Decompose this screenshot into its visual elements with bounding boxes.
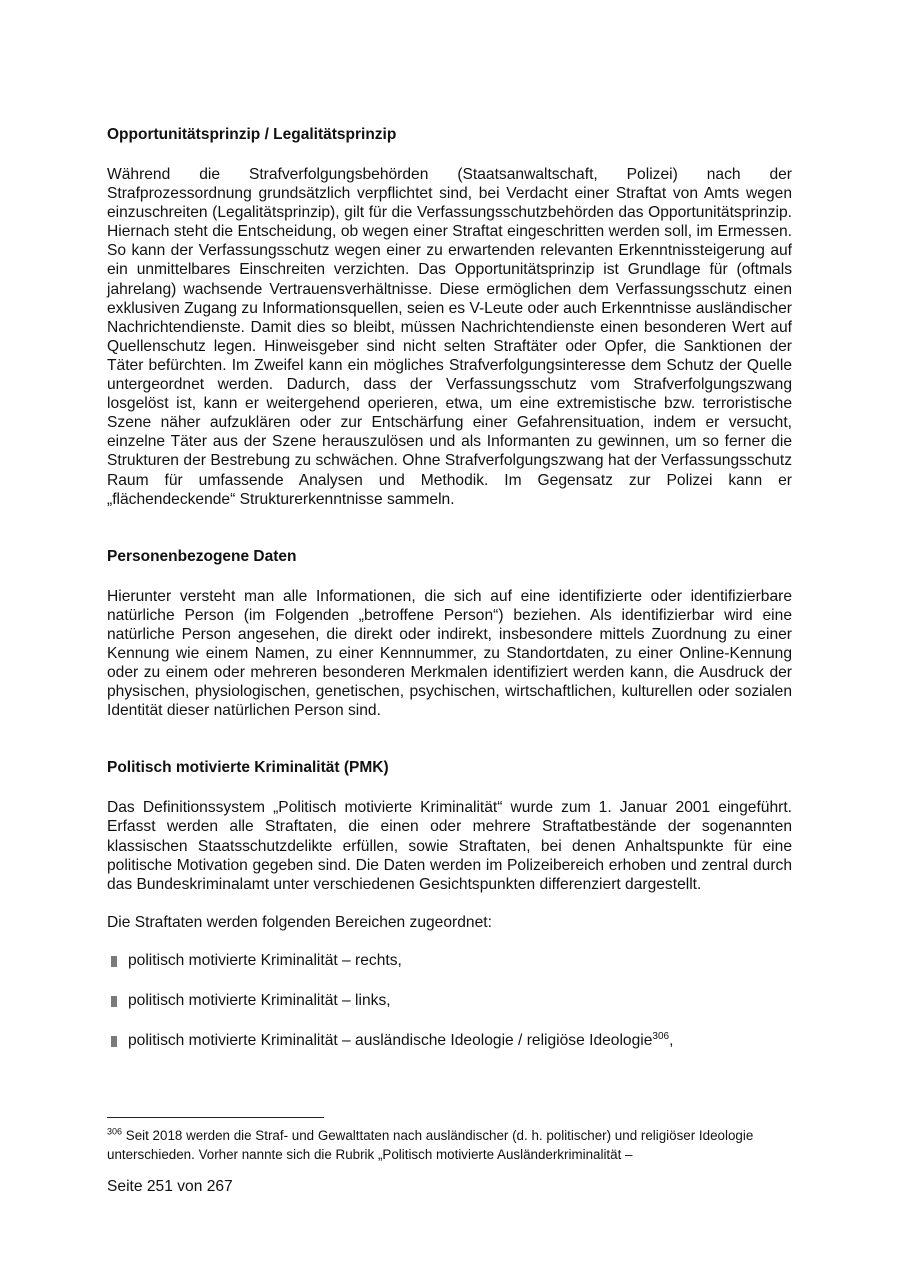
section-heading-personenbezogene-daten: Personenbezogene Daten	[107, 547, 297, 565]
footnote	[107, 1126, 797, 1164]
pmk-category-list	[107, 951, 792, 1050]
list-item-text: politisch motivierte Kriminalität – links,	[128, 991, 391, 1009]
list-item	[107, 1031, 792, 1050]
page-number: Seite 251 von 267	[107, 1178, 233, 1195]
paragraph-pmk: Das Definitionssystem „Politisch motivierte Kriminalität“ wurde zum 1. Januar 2001 eingeführt. Erfasst werden alle Straftaten, die einen oder mehrere Straftatbestände der sogenannten klassischen Staatsschutzdelikte erfüllen, sowie Straftaten, bei denen Anhaltspunkte für eine politische Motivation gegeben sind. Die Daten werden im Polizeibereich erhoben und zentral durch das Bundeskriminalamt unter verschiedenen Gesichtspunkten differenziert dargestellt.	[107, 799, 792, 893]
footnote-separator	[107, 1117, 324, 1118]
square-bullet-icon	[111, 956, 117, 967]
paragraph-personenbezogene-daten: Hierunter versteht man alle Informationen, die sich auf eine identifizierte oder identifizierbare natürliche Person (im Folgenden „betroffene Person“) beziehen. Als identifizierbar wird eine natürliche Person angesehen, die direkt oder indirekt, insbesondere mittels Zuordnung zu einer Kennung wie einem Namen, zu einer Kennnummer, zu Standortdaten, zu einer Online-Kennung oder zu einem oder mehreren besonderen Merkmalen identifiziert werden kann, die Ausdruck der physischen, physiologischen, genetischen, psychischen, wirtschaftlichen, kulturellen oder sozialen Identität dieser natürlichen Person sind.	[107, 587, 792, 720]
section-heading-opportunitaetsprinzip: Opportunitätsprinzip / Legalitätsprinzip	[107, 126, 397, 143]
square-bullet-icon	[111, 1036, 117, 1047]
square-bullet-icon	[111, 996, 117, 1007]
footnote-text: Seit 2018 werden die Straf- und Gewalttaten nach ausländischer (d. h. politischer) und religiöser Ideologie unterschieden. Vorher nannte sich die Rubrik „Politisch motivierte Ausländerkriminalität –	[107, 1128, 754, 1162]
footnote-number: 306	[107, 1126, 123, 1137]
list-item-text: politisch motivierte Kriminalität – ausländische Ideologie / religiöse Ideologie	[128, 1031, 653, 1049]
document-body	[107, 125, 792, 1071]
footnote-reference[interactable]: 306	[652, 1030, 670, 1042]
paragraph-opportunitaetsprinzip: Während die Strafverfolgungsbehörden (Staatsanwaltschaft, Polizei) nach der Strafprozessordnung grundsätzlich verpflichtet sind, bei Verdacht einer Straftat von Amts wegen einzuschreiten (Legalitätsprinzip), gilt für die Verfassungsschutzbehörden das Opportunitätsprinzip. Hiernach steht die Entscheidung, ob wegen einer Straftat eingeschritten werden soll, im Ermessen. So kann der Verfassungsschutz wegen einer zu erwartenden relevanten Erkenntnissteigerung auf ein unmittelbares Einschreiten verzichten. Das Opportunitätsprinzip ist Grundlage für (oftmals jahrelang) wachsende Vertrauensverhältnisse. Diese ermöglichen dem Verfassungsschutz einen exklusiven Zugang zu Informationsquellen, seien es V-Leute oder auch Erkenntnisse ausländischer Nachrichtendienste. Damit dies so bleibt, müssen Nachrichtendienste einen besonderen Wert auf Quellenschutz legen. Hinweisgeber sind nicht selten Straftäter oder Opfer, die Sanktionen der Täter befürchten. Im Zweifel kann ein mögliches Strafverfolgungsinteresse dem Schutz der Quelle untergeordnet werden. Dadurch, dass der Verfassungsschutz vom Strafverfolgungszwang losgelöst ist, kann er weitergehend operieren, etwa, um eine extremistische bzw. terroristische Szene näher aufzuklären oder zur Entschärfung einer Gefahrensituation, indem er versucht, einzelne Täter aus der Szene herauszulösen und als Informanten zu gewinnen, um so ferner die Strukturen der Bestrebung zu schwächen. Ohne Strafverfolgungszwang hat der Verfassungsschutz Raum für umfassende Analysen und Methodik. Im Gegensatz zur Polizei kann er „flächendeckende“ Strukturerkenntnisse sammeln.	[107, 166, 792, 508]
list-item	[107, 951, 792, 970]
list-item-trailing: ,	[669, 1031, 674, 1049]
list-item	[107, 991, 792, 1010]
paragraph-pmk-intro-list: Die Straftaten werden folgenden Bereichen zugeordnet:	[107, 913, 492, 931]
list-item-text: politisch motivierte Kriminalität – rechts,	[128, 951, 402, 969]
section-heading-pmk: Politisch motivierte Kriminalität (PMK)	[107, 759, 389, 777]
